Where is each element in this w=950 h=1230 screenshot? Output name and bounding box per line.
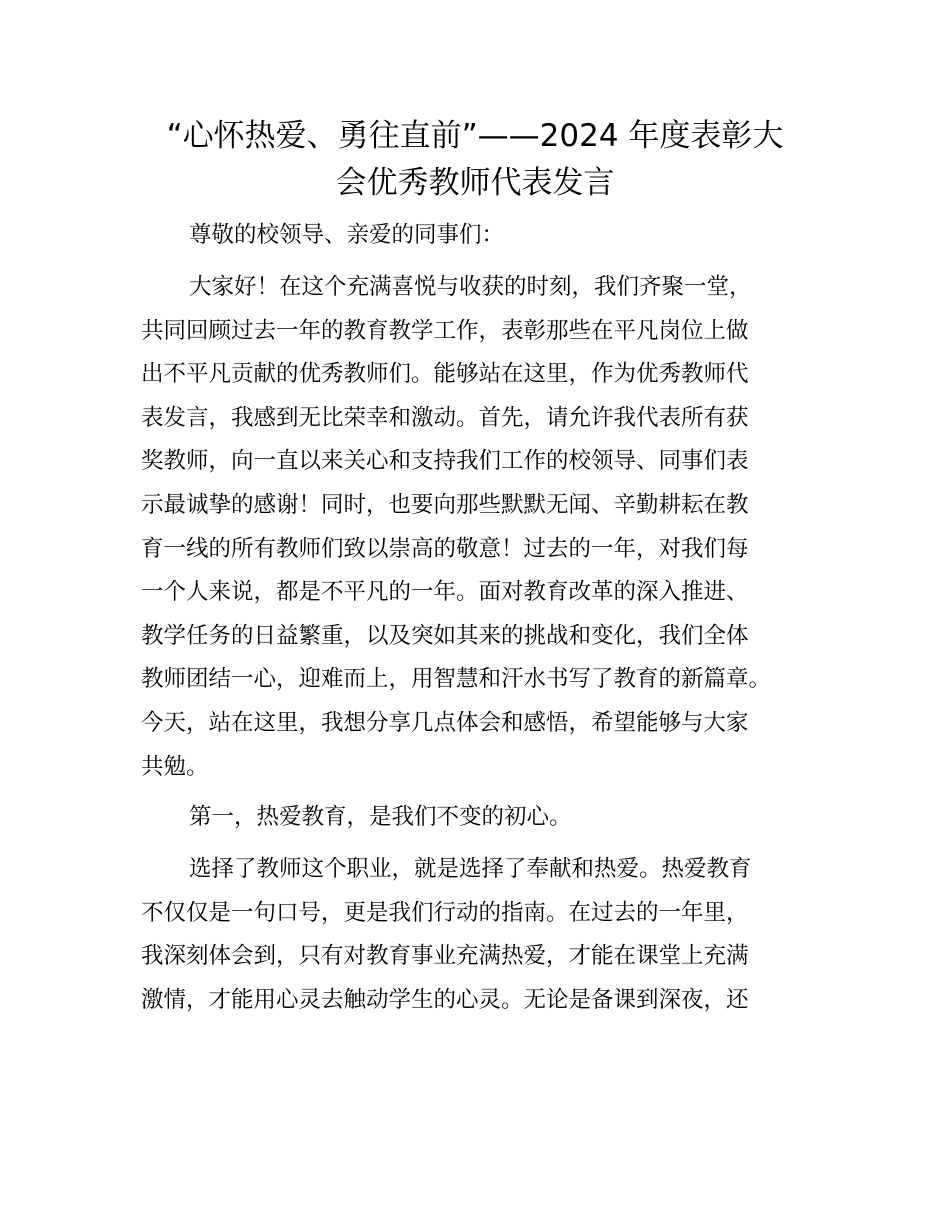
paragraph-line: 出不平凡贡献的优秀教师们。能够站在这里，作为优秀教师代 bbox=[141, 361, 749, 388]
salutation-text: 尊敬的校领导、亲爱的同事们： bbox=[189, 222, 505, 248]
point-one-heading bbox=[141, 796, 831, 840]
document-title bbox=[140, 113, 810, 207]
paragraph-line: 大家好！在这个充满喜悦与收获的时刻，我们齐聚一堂， bbox=[189, 274, 752, 300]
paragraph-line: 选择了教师这个职业，就是选择了奉献和热爱。热爱教育 bbox=[189, 856, 752, 882]
paragraph-line: 不仅仅是一句口号，更是我们行动的指南。在过去的一年里， bbox=[141, 899, 749, 926]
heading-text: 第一，热爱教育，是我们不变的初心。 bbox=[189, 804, 572, 830]
paragraph-line: 共同回顾过去一年的教育教学工作，表彰那些在平凡岗位上做 bbox=[141, 317, 749, 344]
paragraph-line: 一个人来说，都是不平凡的一年。面对教育改革的深入推进、 bbox=[141, 579, 749, 606]
paragraph-line: 示最诚挚的感谢！同时，也要向那些默默无闻、辛勤耕耘在教 bbox=[141, 491, 749, 518]
title-line-2: 会优秀教师代表发言 bbox=[335, 165, 615, 201]
paragraph-line: 表发言，我感到无比荣幸和激动。首先，请允许我代表所有获 bbox=[141, 404, 749, 431]
paragraph-line: 教师团结一心，迎难而上，用智慧和汗水书写了教育的新篇章。 bbox=[141, 666, 772, 693]
paragraph-line: 今天，站在这里，我想分享几点体会和感悟，希望能够与大家 bbox=[141, 709, 749, 736]
paragraph-line: 育一线的所有教师们致以崇高的敬意！过去的一年，对我们每 bbox=[141, 535, 749, 562]
title-line-1: “心怀热爱、勇往直前”——2024 年度表彰大 bbox=[166, 118, 784, 154]
paragraph-line: 共勉。 bbox=[141, 753, 209, 780]
paragraph-line: 奖教师，向一直以来关心和支持我们工作的校领导、同事们表 bbox=[141, 448, 749, 475]
salutation bbox=[141, 214, 831, 258]
paragraph-opening bbox=[141, 266, 831, 789]
paragraph-line: 激情，才能用心灵去触动学生的心灵。无论是备课到深夜，还 bbox=[141, 986, 749, 1013]
paragraph-love-education bbox=[141, 848, 831, 1022]
paragraph-line: 我深刻体会到，只有对教育事业充满热爱，才能在课堂上充满 bbox=[141, 943, 749, 970]
paragraph-line: 教学任务的日益繁重，以及突如其来的挑战和变化，我们全体 bbox=[141, 622, 749, 649]
